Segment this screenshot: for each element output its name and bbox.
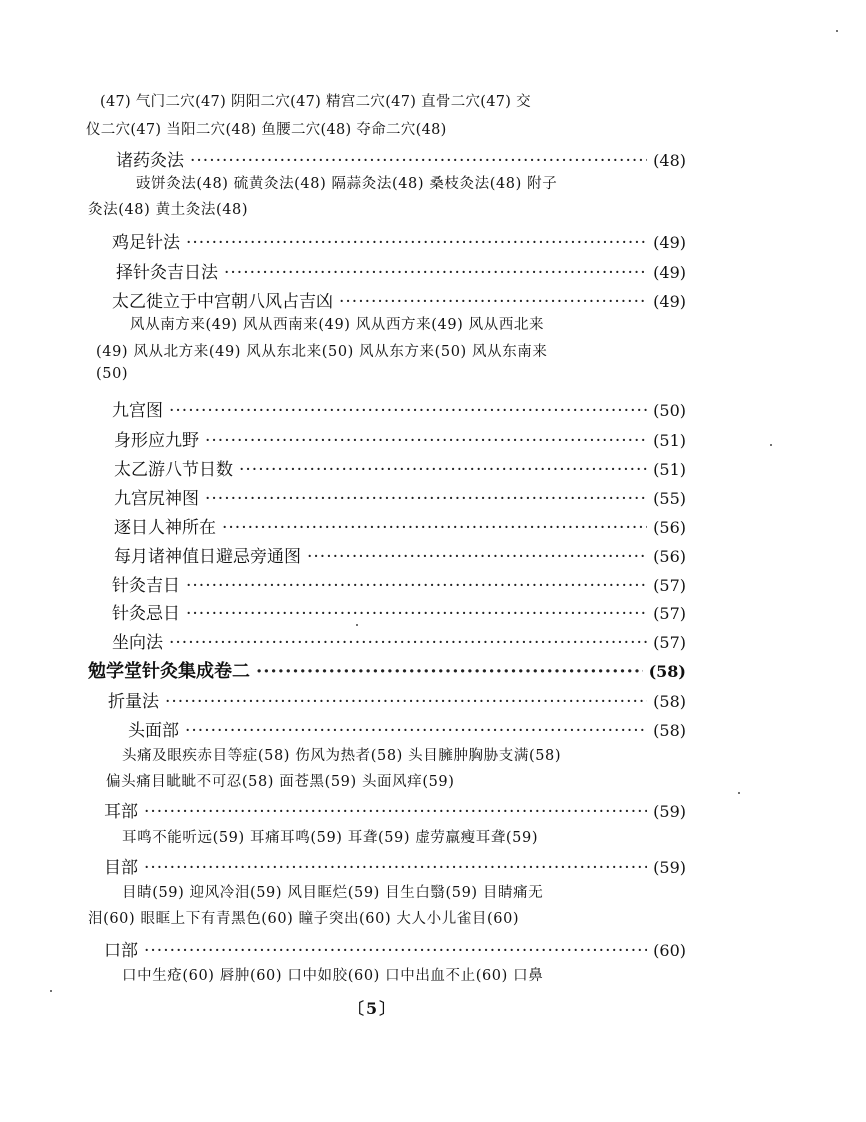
toc-entry-title: 择针灸吉日法 <box>116 263 218 283</box>
leader-dots <box>169 401 647 421</box>
leader-dots <box>186 233 647 253</box>
page-number: 〔5〕 <box>348 999 398 1018</box>
toc-entry-shenxing[interactable] <box>114 426 686 451</box>
toc-entry-page: (49) <box>653 292 686 311</box>
toc-entry-title: 针灸吉日 <box>112 576 180 596</box>
toc-entry-zezhen[interactable] <box>116 258 686 283</box>
toc-entry-page: (59) <box>653 802 686 821</box>
toc-entry-title: 每月诸神值日避忌旁通图 <box>114 547 301 567</box>
toc-entry-page: (48) <box>653 151 686 170</box>
leader-dots <box>186 576 647 596</box>
leader-dots <box>144 802 647 822</box>
leader-dots <box>186 604 647 624</box>
toc-entry-title: 九宫图 <box>112 401 163 421</box>
toc-entry-title: 勉学堂针灸集成卷二 <box>88 661 250 682</box>
toc-sub-line: 仪二穴(47) 当阳二穴(48) 鱼腰二穴(48) 夺命二穴(48) <box>86 122 447 138</box>
toc-entry-taiyiyou[interactable] <box>114 455 686 480</box>
toc-entry-page: (57) <box>653 604 686 623</box>
toc-entry-title: 诸药灸法 <box>116 151 184 171</box>
toc-entry-jiri2[interactable] <box>112 599 686 624</box>
leader-dots <box>339 292 647 312</box>
toc-entry-page: (58) <box>653 721 686 740</box>
scan-speck <box>356 624 358 626</box>
toc-sub-line: 耳鸣不能听远(59) 耳痛耳鸣(59) 耳聋(59) 虚劳羸瘦耳聋(59) <box>122 830 539 846</box>
leader-dots <box>144 858 647 878</box>
scan-speck <box>770 444 772 446</box>
leader-dots <box>205 489 647 509</box>
toc-entry-title: 口部 <box>104 941 138 961</box>
toc-entry-title: 坐向法 <box>112 633 163 653</box>
leader-dots <box>165 692 647 712</box>
toc-entry-page: (57) <box>653 576 686 595</box>
toc-entry-title: 针灸忌日 <box>112 604 180 624</box>
scan-speck <box>50 990 52 992</box>
toc-entry-page: (55) <box>653 489 686 508</box>
toc-entry-page: (56) <box>653 547 686 566</box>
toc-entry-page: (51) <box>653 431 686 450</box>
toc-entry-jiri[interactable] <box>112 571 686 596</box>
leader-dots <box>307 547 647 567</box>
toc-entry-title: 鸡足针法 <box>112 233 180 253</box>
toc-entry-zheliang[interactable] <box>108 687 686 712</box>
leader-dots <box>190 151 647 171</box>
toc-sub-line: 豉饼灸法(48) 硫黄灸法(48) 隔蒜灸法(48) 桑枝灸法(48) 附子 <box>136 176 558 192</box>
toc-entry-title: 九宫尻神图 <box>114 489 199 509</box>
toc-entry-title: 头面部 <box>128 721 179 741</box>
toc-sub-line: 偏头痛目眦眦不可忍(58) 面苍黑(59) 头面风痒(59) <box>106 774 455 790</box>
toc-sub-line: (49) 风从北方来(49) 风从东北来(50) 风从东方来(50) 风从东南来 <box>96 344 548 360</box>
toc-entry-page: (51) <box>653 460 686 479</box>
toc-sub-line: (50) <box>96 366 129 382</box>
toc-entry-page: (49) <box>653 263 686 282</box>
toc-sub-line: 泪(60) 眼眶上下有青黑色(60) 瞳子突出(60) 大人小儿雀目(60) <box>88 911 520 927</box>
leader-dots <box>239 460 647 480</box>
toc-entry-title: 目部 <box>104 858 138 878</box>
toc-entry-koubu[interactable] <box>104 936 686 961</box>
leader-dots <box>205 431 647 451</box>
toc-entry-page: (58) <box>648 662 686 681</box>
toc-entry-page: (49) <box>653 233 686 252</box>
toc-entry-title: 太乙游八节日数 <box>114 460 233 480</box>
toc-entry-page: (58) <box>653 692 686 711</box>
toc-entry-jiugongk[interactable] <box>114 484 686 509</box>
toc-entry-title: 折量法 <box>108 692 159 712</box>
toc-entry-zhuyao[interactable] <box>116 146 686 171</box>
toc-entry-zuoxiang[interactable] <box>112 628 686 653</box>
toc-entry-jizu[interactable] <box>112 228 686 253</box>
toc-entry-page: (57) <box>653 633 686 652</box>
toc-sub-line: 灸法(48) 黄土灸法(48) <box>88 202 249 218</box>
toc-entry-toumian[interactable] <box>128 716 686 741</box>
toc-sub-line: 目睛(59) 迎风冷泪(59) 风目眶烂(59) 目生白翳(59) 目睛痛无 <box>122 885 544 901</box>
toc-entry-taiyi[interactable] <box>112 287 686 312</box>
toc-entry-title: 逐日人神所在 <box>114 518 216 538</box>
toc-entry-title: 太乙徙立于中宫朝八风占吉凶 <box>112 292 333 312</box>
toc-sub-line: (47) 气门二穴(47) 阴阳二穴(47) 精宫二穴(47) 直骨二穴(47) 交 <box>100 94 531 110</box>
toc-entry-page: (60) <box>653 941 686 960</box>
leader-dots <box>169 633 647 653</box>
scan-speck <box>738 792 740 794</box>
toc-entry-juan2[interactable] <box>88 657 686 683</box>
leader-dots <box>144 941 647 961</box>
scan-speck <box>836 30 838 32</box>
toc-entry-meiyue[interactable] <box>114 542 686 567</box>
toc-entry-page: (50) <box>653 401 686 420</box>
toc-entry-mubu[interactable] <box>104 853 686 878</box>
leader-dots <box>222 518 647 538</box>
toc-entry-jiugong[interactable] <box>112 396 686 421</box>
toc-sub-line: 口中生疮(60) 唇肿(60) 口中如胶(60) 口中出血不止(60) 口鼻 <box>122 968 544 984</box>
toc-entry-zhuri[interactable] <box>114 513 686 538</box>
toc-sub-line: 风从南方来(49) 风从西南来(49) 风从西方来(49) 风从西北来 <box>130 317 545 333</box>
leader-dots <box>185 721 647 741</box>
toc-entry-erbu[interactable] <box>104 797 686 822</box>
toc-entry-title: 耳部 <box>104 802 138 822</box>
toc-entry-title: 身形应九野 <box>114 431 199 451</box>
leader-dots <box>224 263 647 283</box>
leader-dots <box>256 661 643 682</box>
toc-sub-line: 头痛及眼疾赤目等症(58) 伤风为热者(58) 头目臃肿胸胁支满(58) <box>122 748 562 764</box>
toc-entry-page: (56) <box>653 518 686 537</box>
toc-entry-page: (59) <box>653 858 686 877</box>
